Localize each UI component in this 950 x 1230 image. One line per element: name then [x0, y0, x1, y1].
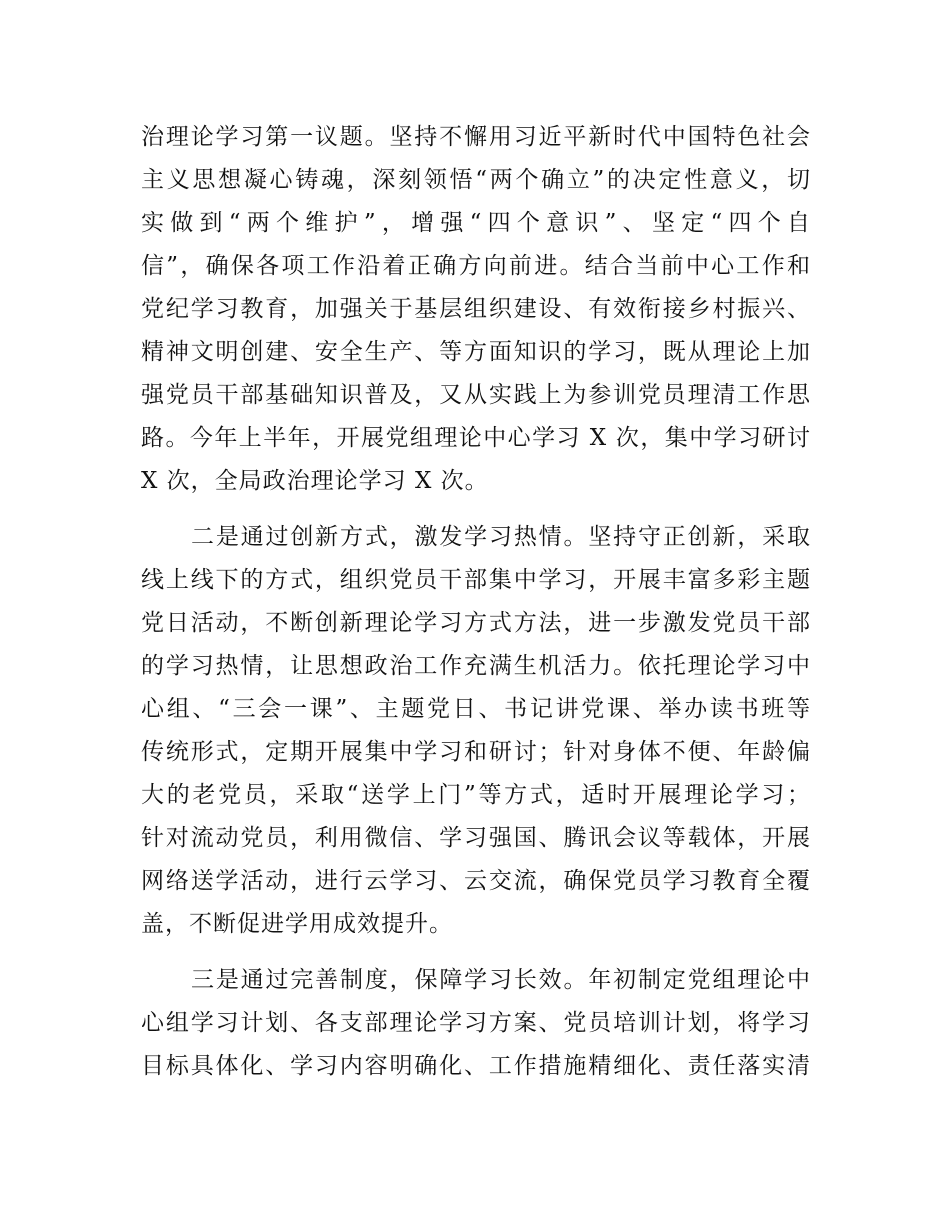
text-line: X 次，全局政治理论学习 X 次。 — [141, 468, 489, 494]
document-body — [141, 116, 811, 1088]
text-line: 心组、“三会一课”、主题党日、书记讲党课、举办读书班等 — [141, 696, 811, 722]
text-line: 信”，确保各项工作沿着正确方向前进。结合当前中心工作和 — [141, 253, 811, 279]
paragraph-1 — [141, 116, 811, 503]
text-line: 大的老党员，采取“送学上门”等方式，适时开展理论学习； — [141, 782, 811, 808]
text-line: 传统形式，定期开展集中学习和研讨；针对身体不便、年龄偏 — [141, 739, 811, 765]
paragraph-gap — [141, 503, 811, 516]
text-line: 网络送学活动，进行云学习、云交流，确保党员学习教育全覆 — [141, 868, 811, 894]
text-line: 心组学习计划、各支部理论学习方案、党员培训计划，将学习 — [141, 1010, 811, 1036]
text-line: 治理论学习第一议题。坚持不懈用习近平新时代中国特色社会 — [141, 124, 811, 150]
text-line: 目标具体化、学习内容明确化、工作措施精细化、责任落实清 — [141, 1053, 811, 1079]
text-line: 精神文明创建、安全生产、等方面知识的学习，既从理论上加 — [141, 339, 811, 365]
text-line: 针对流动党员，利用微信、学习强国、腾讯会议等载体，开展 — [141, 825, 811, 851]
text-line-first: 三是通过完善制度，保障学习长效。年初制定党组理论中 — [191, 967, 811, 993]
text-line: 主义思想凝心铸魂，深刻领悟“两个确立”的决定性意义，切 — [141, 167, 811, 193]
text-line: 线上线下的方式，组织党员干部集中学习，开展丰富多彩主题 — [141, 567, 811, 593]
text-line-first: 二是通过创新方式，激发学习热情。坚持守正创新，采取 — [191, 524, 811, 550]
paragraph-2 — [141, 516, 811, 946]
paragraph-3 — [141, 959, 811, 1088]
text-line: 强党员干部基础知识普及，又从实践上为参训党员理清工作思 — [141, 382, 811, 408]
text-line: 路。今年上半年，开展党组理论中心学习 X 次，集中学习研讨 — [141, 425, 811, 451]
paragraph-gap — [141, 946, 811, 959]
text-line: 盖，不断促进学用成效提升。 — [141, 911, 453, 937]
text-line: 党纪学习教育，加强关于基层组织建设、有效衔接乡村振兴、 — [141, 296, 811, 322]
text-line: 实做到“两个维护”，增强“四个意识”、坚定“四个自 — [141, 210, 811, 236]
text-line: 的学习热情，让思想政治工作充满生机活力。依托理论学习中 — [141, 653, 811, 679]
text-line: 党日活动，不断创新理论学习方式方法，进一步激发党员干部 — [141, 610, 811, 636]
